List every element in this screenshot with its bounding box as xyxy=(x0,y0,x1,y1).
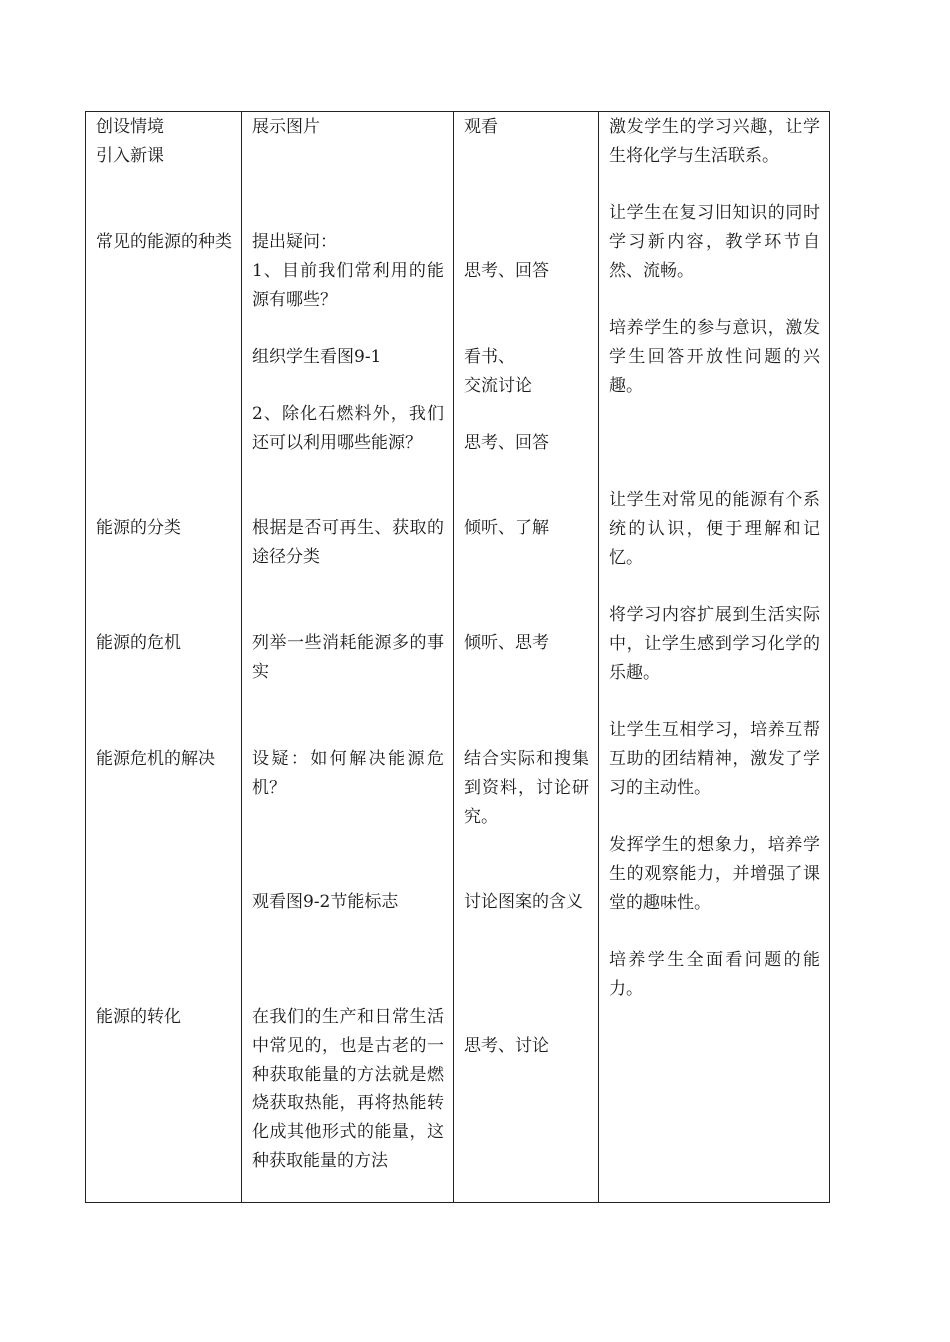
teacher-cell: 展示图片 xyxy=(252,117,320,137)
teacher-cell: 2、除化石燃料外，我们还可以利用哪些能源？ xyxy=(252,404,444,453)
intent-cell: 培养学生的参与意识，激发学生回答开放性问题的兴趣。 xyxy=(609,318,820,396)
section-cell: 能源危机的解决 xyxy=(96,749,215,769)
student-cell: 倾听、了解 xyxy=(464,518,549,538)
teacher-cell: 列举一些消耗能源多的事实 xyxy=(252,633,444,682)
section-cell: 能源的转化 xyxy=(96,1007,181,1027)
student-cell: 思考、讨论 xyxy=(464,1036,549,1056)
student-cell: 看书、 交流讨论 xyxy=(464,347,532,396)
student-cell: 观看 xyxy=(464,117,498,137)
teacher-cell: 根据是否可再生、获取的途径分类 xyxy=(252,518,444,567)
column-design-intent xyxy=(599,112,829,1202)
teacher-cell: 提出疑问： xyxy=(252,232,337,252)
column-section xyxy=(86,112,242,1202)
intent-cell: 让学生对常见的能源有个系统的认识，便于理解和记忆。 xyxy=(609,490,820,568)
teacher-cell: 1、目前我们常利用的能源有哪些？ xyxy=(252,261,444,310)
student-cell: 思考、回答 xyxy=(464,433,549,453)
teacher-cell: 观看图9-2节能标志 xyxy=(252,892,399,912)
intent-cell: 培养学生全面看问题的能力。 xyxy=(609,950,820,999)
student-cell: 讨论图案的含义 xyxy=(464,892,583,912)
section-cell: 能源的分类 xyxy=(96,518,181,538)
intent-cell: 让学生互相学习，培养互帮互助的团结精神，激发了学习的主动性。 xyxy=(609,720,820,798)
section-cell: 能源的危机 xyxy=(96,633,181,653)
intent-cell: 发挥学生的想象力，培养学生的观察能力，并增强了课堂的趣味性。 xyxy=(609,835,820,913)
student-cell: 倾听、思考 xyxy=(464,633,549,653)
student-cell: 结合实际和搜集到资料，讨论研究。 xyxy=(464,749,589,827)
column-student-activity xyxy=(454,112,599,1202)
lesson-plan-table xyxy=(85,111,830,1203)
teacher-cell: 在我们的生产和日常生活中常见的，也是古老的一种获取能量的方法就是燃烧获取热能，再将热能转化成其他形式的能量，这种获取能量的方法 xyxy=(252,1007,444,1171)
column-teacher-activity xyxy=(242,112,454,1202)
student-cell: 思考、回答 xyxy=(464,261,549,281)
section-cell: 常见的能源的种类 xyxy=(96,232,232,252)
teacher-cell: 组织学生看图9-1 xyxy=(252,347,382,367)
intent-cell: 激发学生的学习兴趣，让学生将化学与生活联系。 xyxy=(609,117,820,166)
intent-cell: 让学生在复习旧知识的同时学习新内容，教学环节自然、流畅。 xyxy=(609,203,820,281)
teacher-cell: 设疑：如何解决能源危机？ xyxy=(252,749,444,798)
section-cell: 创设情境 引入新课 xyxy=(96,117,164,166)
intent-cell: 将学习内容扩展到生活实际中，让学生感到学习化学的乐趣。 xyxy=(609,605,820,683)
